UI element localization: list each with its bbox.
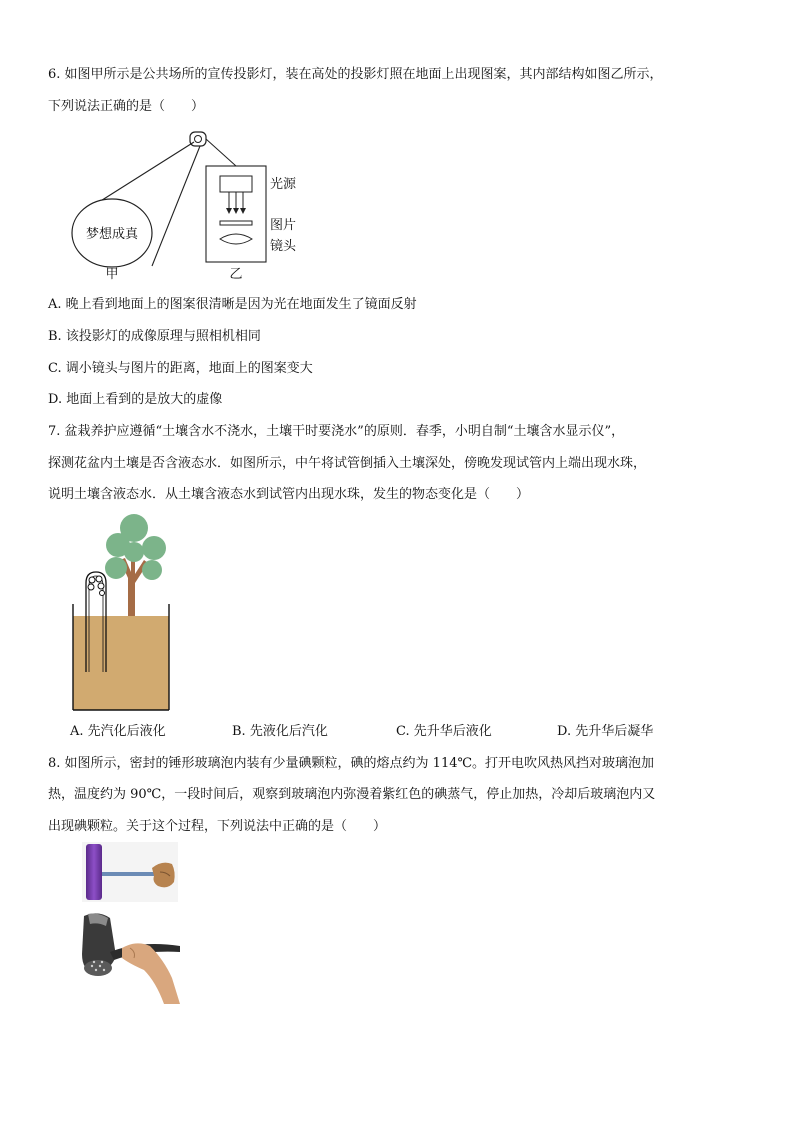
q7-option-b: B. 先液化后汽化: [232, 724, 328, 739]
label-jia: 甲: [105, 267, 119, 282]
q7-option-c: C. 先升华后液化: [396, 724, 492, 739]
q6-stem-line1: 6. 如图甲所示是公共场所的宣传投影灯，装在高处的投影灯照在地面上出现图案，其内部结构如图乙所示，: [48, 67, 663, 82]
light-source-box: [220, 176, 252, 192]
slide-plate: [220, 221, 252, 225]
q7-stem-line2: 探测花盆内土壤是否含液态水．如图所示，中午将试管倒插入土壤深处，傍晚发现试管内上端出现水珠，: [48, 456, 647, 471]
q6-option-c: C. 调小镜头与图片的距离，地面上的图案变大: [48, 361, 313, 376]
projector-lamp-icon: [190, 132, 206, 146]
q7-plant-pot-figure: [68, 508, 180, 714]
q7-option-d: D. 先升华后凝华: [557, 724, 654, 739]
iodine-bulb: [86, 844, 102, 900]
holding-hand-icon: [152, 863, 175, 888]
q7-stem-line1: 7. 盆栽养护应遵循“土壤含水不浇水，土壤干时要浇水”的原则．春季，小明自制“土壤含水显示仪”，: [48, 424, 625, 439]
q6-option-a: A. 晚上看到地面上的图案很清晰是因为光在地面发生了镜面反射: [48, 297, 417, 312]
q6-stem-line2: 下列说法正确的是（ ）: [48, 99, 205, 114]
lens-shape: [220, 234, 252, 244]
label-light-source: 光源: [270, 177, 297, 192]
q6-projector-figure: [60, 126, 320, 286]
q7-option-a: A. 先汽化后液化: [70, 724, 166, 739]
q6-option-b: B. 该投影灯的成像原理与照相机相同: [48, 329, 261, 344]
q8-iodine-bulb-photo: [82, 842, 178, 902]
soil: [73, 616, 169, 710]
tree-crown: [105, 514, 166, 580]
q7-stem-line3: 说明土壤含液态水．从土壤含液态水到试管内出现水珠，发生的物态变化是（ ）: [48, 487, 530, 502]
water-droplets: [88, 576, 105, 596]
label-slide: 图片: [270, 218, 297, 233]
q8-hair-dryer-photo: [80, 908, 184, 1006]
q8-stem-line1: 8. 如图所示，密封的锤形玻璃泡内装有少量碘颗粒，碘的熔点约为 114℃。打开电吹风热风挡对玻璃泡加: [48, 756, 655, 771]
q6-option-d: D. 地面上看到的是放大的虚像: [48, 392, 223, 407]
ellipse-text: 梦想成真: [85, 227, 139, 242]
q8-stem-line3: 出现碘颗粒。关于这个过程，下列说法中正确的是（ ）: [48, 819, 387, 834]
label-yi: 乙: [229, 267, 243, 282]
label-lens: 镜头: [270, 239, 297, 254]
q8-stem-line2: 热，温度约为 90℃，一段时间后，观察到玻璃泡内弥漫着紫红色的碘蒸气，停止加热，冷却后玻璃泡内又: [48, 787, 656, 802]
